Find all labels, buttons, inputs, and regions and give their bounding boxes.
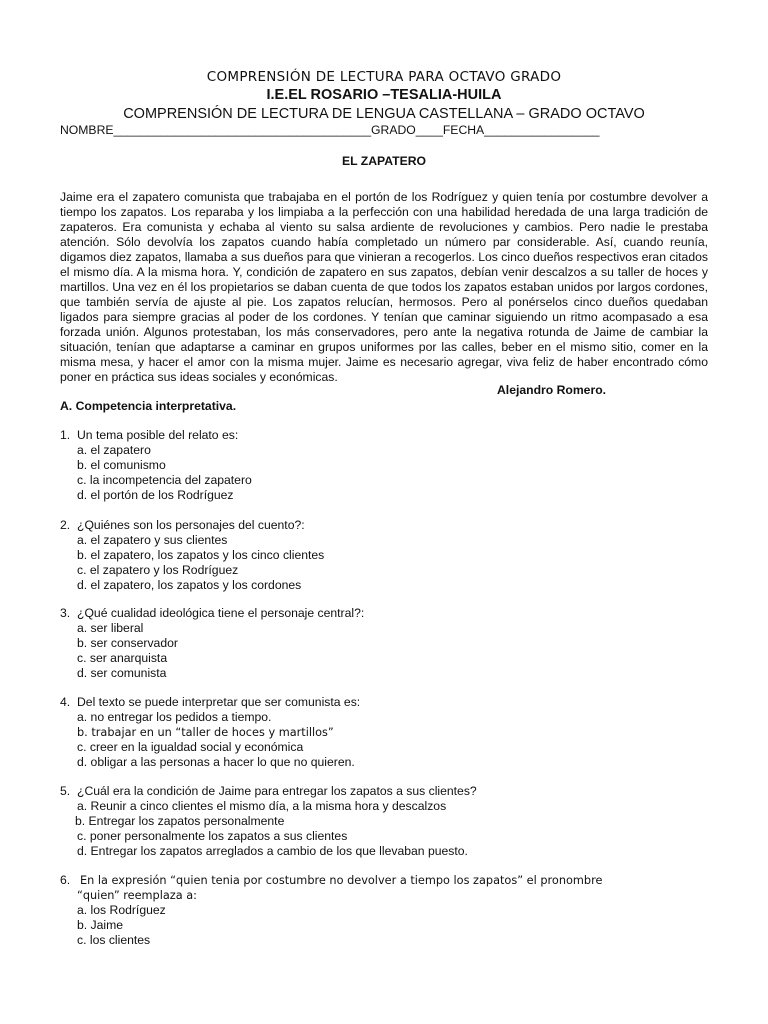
option: a. ser liberal bbox=[77, 621, 144, 635]
section-heading: A. Competencia interpretativa. bbox=[60, 399, 237, 413]
question-stem: En la expresión “quien tenia por costumbre no devolver a tiempo los zapatos” el pronombre bbox=[80, 874, 603, 887]
option: c. el zapatero y los Rodríguez bbox=[77, 563, 239, 577]
question-5 bbox=[60, 784, 710, 859]
option: d. el portón de los Rodríguez bbox=[77, 488, 234, 502]
question-4 bbox=[60, 695, 710, 770]
option: a. los Rodríguez bbox=[77, 903, 166, 917]
question-stem: ¿Qué cualidad ideológica tiene el personaje central?: bbox=[77, 606, 365, 620]
worksheet-title: COMPRENSIÓN DE LECTURA DE LENGUA CASTELLANA – GRADO OCTAVO bbox=[123, 106, 645, 122]
question-stem-continued: “quien” reemplaza a: bbox=[77, 889, 197, 902]
question-stem: ¿Cuál era la condición de Jaime para entregar los zapatos a sus clientes? bbox=[77, 784, 477, 798]
question-stem: Un tema posible del relato es: bbox=[77, 428, 239, 442]
school-name: I.E.EL ROSARIO –TESALIA-HUILA bbox=[266, 87, 502, 103]
option: c. creer en la igualdad social y económica bbox=[77, 740, 304, 754]
question-number: 4. bbox=[60, 695, 71, 709]
question-stem: ¿Quiénes son los personajes del cuento?: bbox=[77, 518, 305, 532]
question-2 bbox=[60, 518, 710, 593]
question-number: 2. bbox=[60, 518, 71, 532]
question-stem: Del texto se puede interpretar que ser comunista es: bbox=[77, 695, 361, 709]
story-title: EL ZAPATERO bbox=[342, 154, 426, 168]
option: d. el zapatero, los zapatos y los cordones bbox=[77, 578, 302, 592]
story-text bbox=[60, 190, 708, 385]
option: b. Entregar los zapatos personalmente bbox=[75, 814, 285, 828]
question-number: 3. bbox=[60, 606, 71, 620]
option: a. el zapatero bbox=[77, 443, 151, 457]
option: c. los clientes bbox=[77, 933, 151, 947]
question-number: 6. bbox=[60, 873, 71, 887]
student-info-line: NOMBRE______________________________________GRADO____FECHA_________________ bbox=[60, 123, 600, 137]
option: a. Reunir a cinco clientes el mismo día, a la misma hora y descalzos bbox=[77, 799, 447, 813]
question-number: 1. bbox=[60, 428, 71, 442]
option: c. ser anarquista bbox=[77, 651, 168, 665]
option: d. Entregar los zapatos arreglados a cambio de los que llevaban puesto. bbox=[77, 844, 468, 858]
question-3 bbox=[60, 606, 710, 681]
option: c. la incompetencia del zapatero bbox=[77, 473, 252, 487]
option: a. no entregar los pedidos a tiempo. bbox=[77, 710, 272, 724]
option: c. poner personalmente los zapatos a sus clientes bbox=[77, 829, 348, 843]
option: b. trabajar en un “taller de hoces y martillos” bbox=[77, 726, 334, 739]
question-1 bbox=[60, 428, 710, 503]
question-number: 5. bbox=[60, 784, 71, 798]
header-subtitle: COMPRENSIÓN DE LECTURA PARA OCTAVO GRADO bbox=[206, 69, 562, 85]
option: b. el comunismo bbox=[77, 458, 166, 472]
story-paragraph: Jaime era el zapatero comunista que trabajaba en el portón de los Rodríguez y quien tenía por costumbre devolver a tiempo los zapatos. Los reparaba y los limpiaba a la perfección con una habilidad heredada de una larga tradición de zapateros. Era comunista y echaba al viento su salsa ardiente de revoluciones y cambios. Pero nadie le prestaba atención. Sólo devolvía los zapatos cuando había completado un número par considerable. Así, cuando reunía, digamos diez zapatos, llamaba a sus dueños para que vinieran a recogerlos. Los cinco dueños respectivos eran citados el mismo día. A la misma hora. Y, condición de zapatero en sus zapatos, debían venir descalzos a su taller de hoces y martillos. Una vez en él los propietarios se daban cuenta de que todos los zapatos estaban unidos por largos cordones, que también servía de ajuste al pie. Los zapatos relucían, hermosos. Pero al ponérselos cinco dueños quedaban ligados para siempre gracias al poder de los cordones. Y tenían que caminar siguiendo un ritmo acompasado a esa forzada unión. Algunos protestaban, los más conservadores, pero ante la negativa rotunda de Jaime de cambiar la situación, tenían que adaptarse a caminar en grupos uniformes por las calles, beber en el mismo sitio, comer en la misma mesa, y hacer el amor con la misma mujer. Jaime es necesario agregar, viva feliz de haber encontrado cómo poner en práctica sus ideas sociales y económicas. bbox=[60, 190, 708, 384]
option: d. obligar a las personas a hacer lo que no quieren. bbox=[77, 755, 355, 769]
option: b. el zapatero, los zapatos y los cinco clientes bbox=[77, 548, 325, 562]
question-6 bbox=[60, 873, 710, 948]
option: b. Jaime bbox=[77, 918, 124, 932]
option: b. ser conservador bbox=[77, 636, 178, 650]
story-author: Alejandro Romero. bbox=[497, 383, 607, 397]
option: d. ser comunista bbox=[77, 666, 167, 680]
option: a. el zapatero y sus clientes bbox=[77, 533, 228, 547]
